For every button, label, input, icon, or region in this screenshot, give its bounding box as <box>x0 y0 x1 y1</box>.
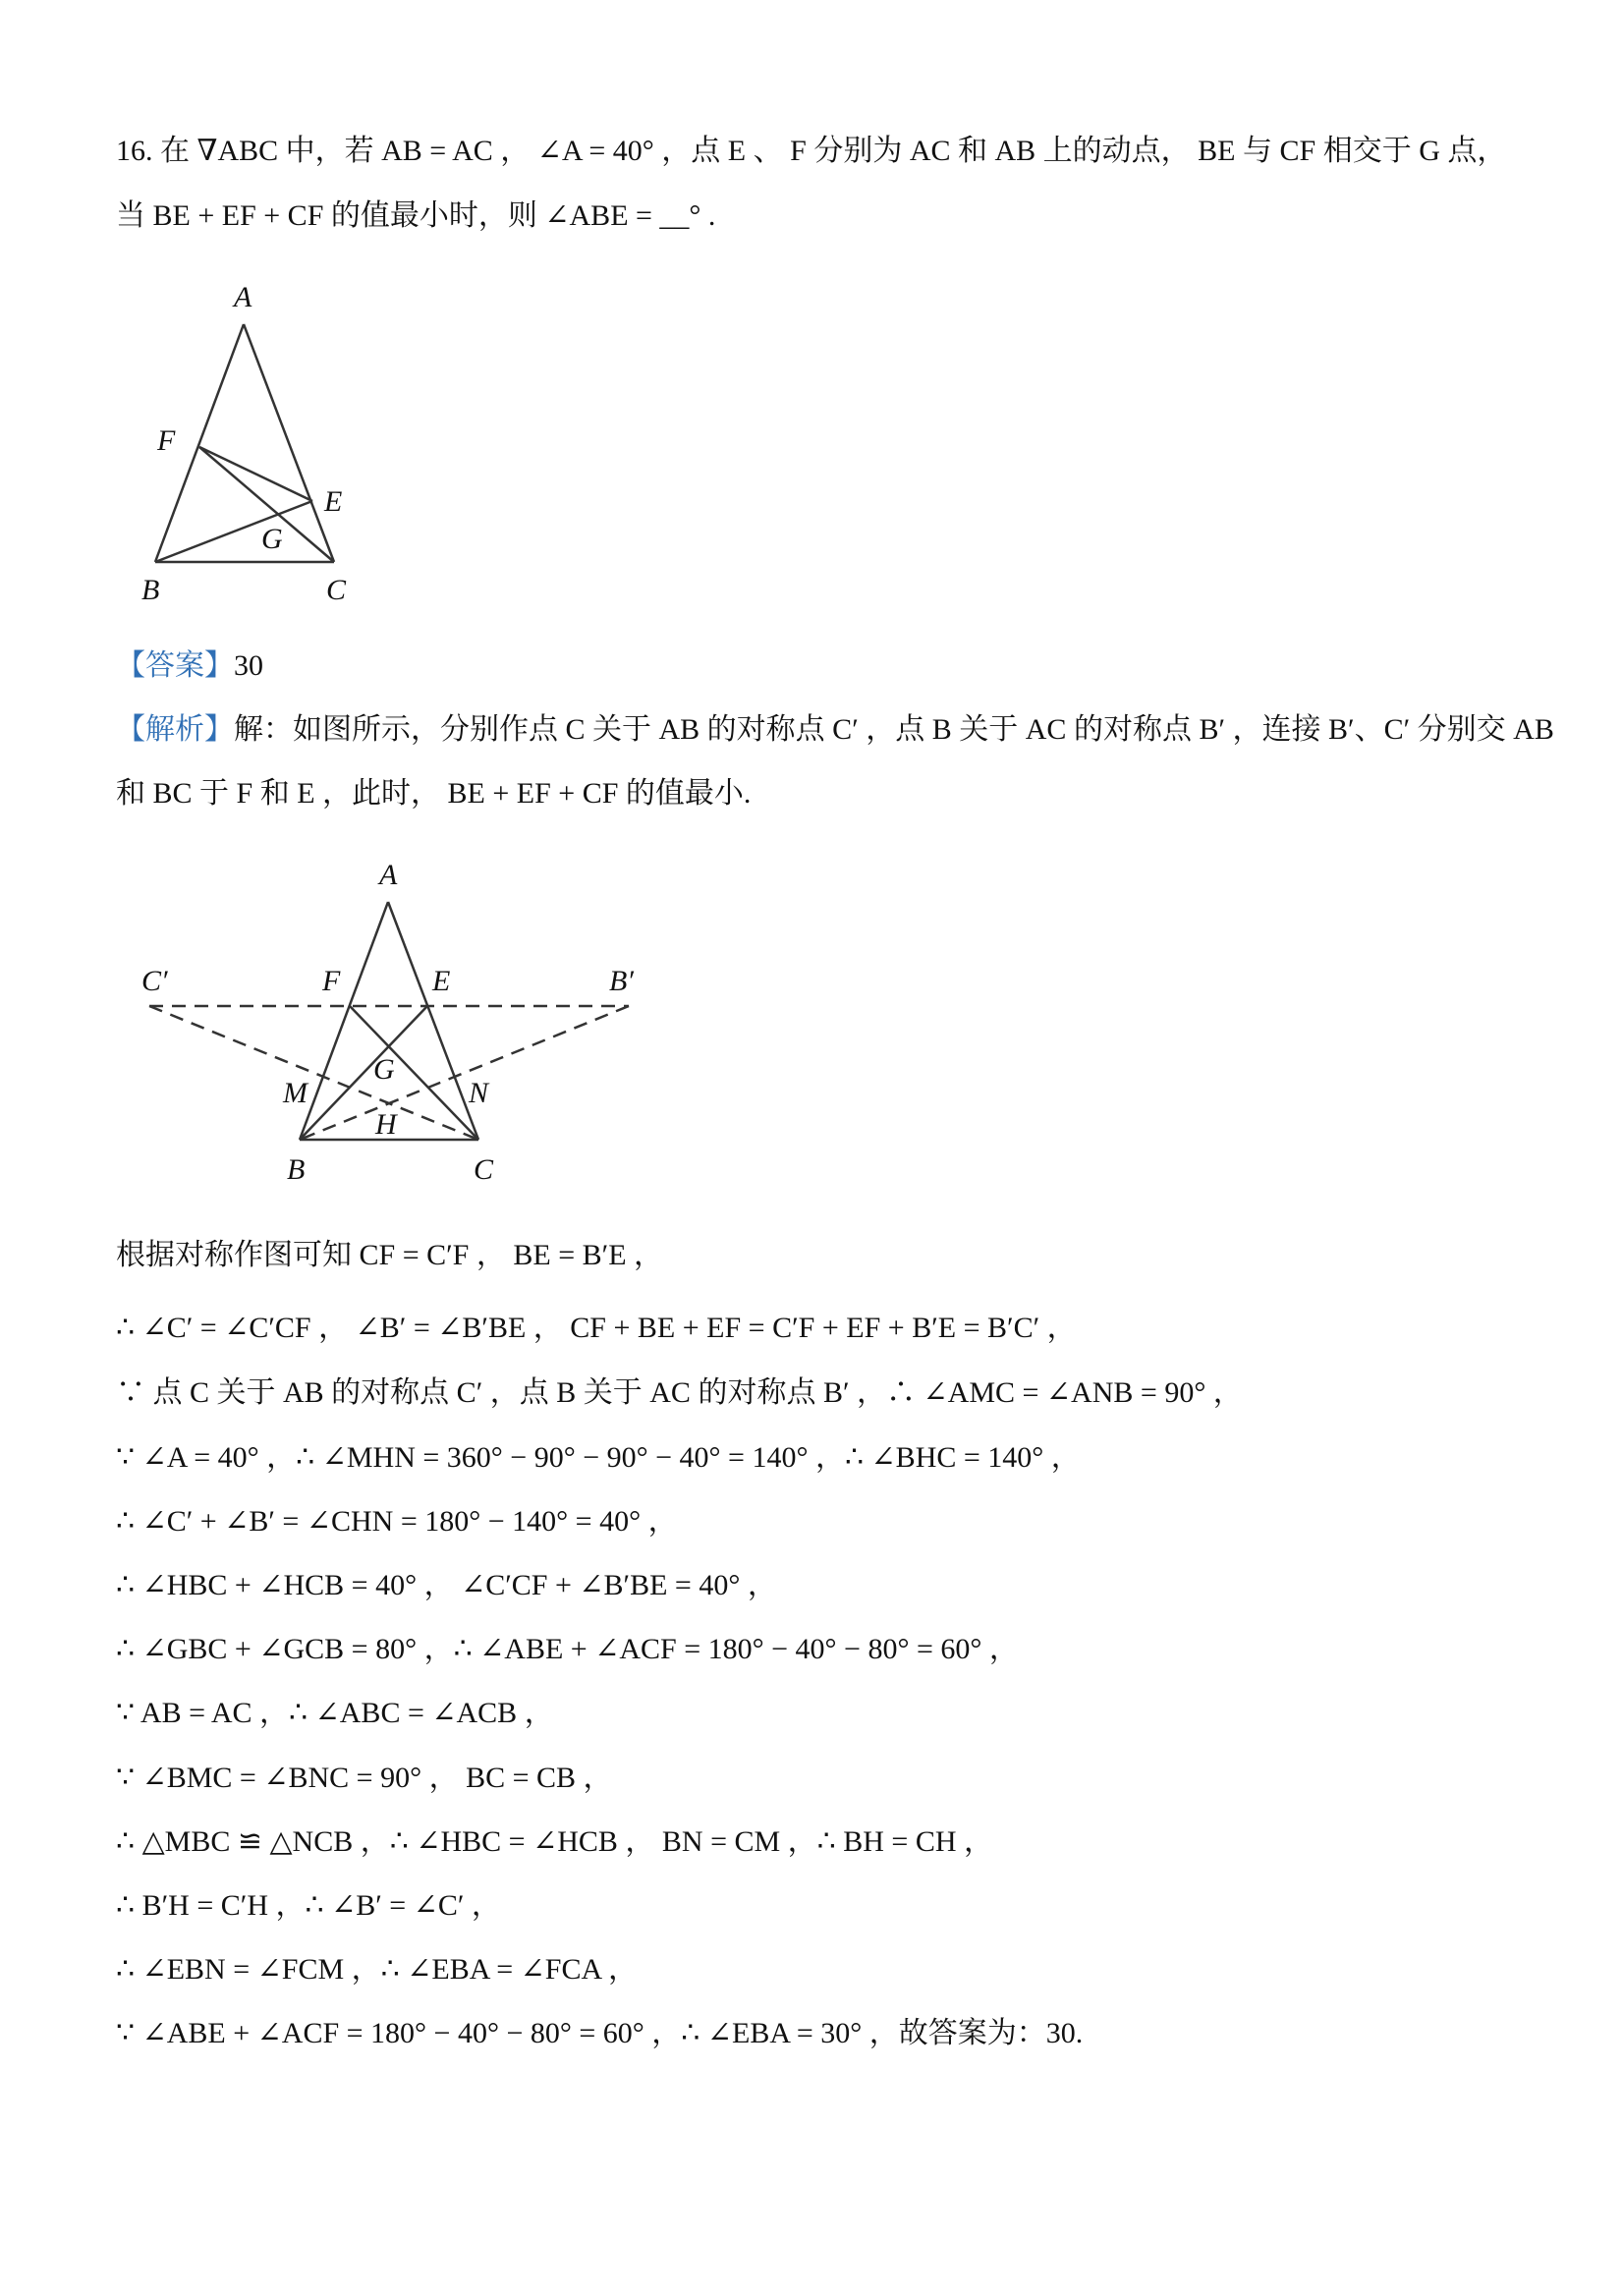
answer-tag: 【答案】 <box>116 649 234 682</box>
answer-line <box>116 646 263 686</box>
solution-line-11: ∴ B′H = C′H ，∴ ∠B′ = ∠C′ ， <box>116 1889 501 1922</box>
label-g-2: G <box>373 1053 395 1086</box>
figure-triangle-abc <box>128 275 413 609</box>
segment-be <box>155 501 312 562</box>
dashed-bprime-b <box>300 1006 629 1140</box>
label-n: N <box>469 1077 489 1109</box>
solution-line-3: ∵ 点 C 关于 AB 的对称点 C′ ，点 B 关于 AC 的对称点 B′ ，∴ ∠AMC = ∠ANB = 90° ， <box>116 1376 1243 1409</box>
question-line-1: 16. 在 ∇ABC 中，若 AB = AC ， ∠A = 40° ，点 E 、 F 分别为 AC 和 AB 上的动点， BE 与 CF 相交于 G 点， <box>116 135 1507 167</box>
label-e: E <box>324 485 343 518</box>
analysis-text-1: 解：如图所示，分别作点 C 关于 AB 的对称点 C′ ，点 B 关于 AC 的对称点 B′ ，连接 B′、C′ 分别交 AB <box>234 713 1554 746</box>
solution-line-5: ∴ ∠C′ + ∠B′ = ∠CHN = 180° − 140° = 40° ， <box>116 1505 678 1538</box>
solution-line-8: ∵ AB = AC ，∴ ∠ABC = ∠ACB ， <box>116 1697 554 1729</box>
solution-line-1: 根据对称作图可知 CF = C′F ， BE = B′E ， <box>116 1239 664 1271</box>
label-b-2: B <box>287 1153 306 1186</box>
side-ab-2 <box>300 902 388 1140</box>
label-a: A <box>234 281 252 313</box>
solution-line-13: ∵ ∠ABE + ∠ACF = 180° − 40° − 80° = 60° ，∴ ∠EBA = 30° ，故答案为：30. <box>116 2017 1084 2049</box>
segment-cf-2 <box>350 1006 478 1140</box>
label-g: G <box>261 523 283 555</box>
analysis-line-1 <box>116 710 1554 750</box>
label-m: M <box>283 1077 308 1109</box>
segment-ef <box>199 447 312 501</box>
label-c-2: C <box>474 1153 494 1186</box>
label-bprime: B′ <box>609 965 634 997</box>
solution-line-2: ∴ ∠C′ = ∠C′CF ， ∠B′ = ∠B′BE ， CF + BE + EF = C′F + EF + B′E = B′C′ ， <box>116 1312 1077 1344</box>
label-f: F <box>157 424 176 457</box>
label-a-2: A <box>379 859 398 891</box>
analysis-line-2: 和 BC 于 F 和 E ，此时， BE + EF + CF 的值最小. <box>116 777 752 810</box>
figure-symmetry-construction <box>128 855 658 1189</box>
analysis-tag: 【解析】 <box>116 713 234 746</box>
label-e-2: E <box>432 965 451 997</box>
side-ac <box>244 324 334 562</box>
segment-be-2 <box>300 1006 427 1140</box>
solution-line-12: ∴ ∠EBN = ∠FCM ，∴ ∠EBA = ∠FCA ， <box>116 1953 638 1986</box>
answer-value: 30 <box>234 649 263 682</box>
solution-line-6: ∴ ∠HBC + ∠HCB = 40° ， ∠C′CF + ∠B′BE = 40° ， <box>116 1569 777 1601</box>
label-c: C <box>326 574 347 606</box>
label-b: B <box>141 574 160 606</box>
label-cprime: C′ <box>141 965 168 997</box>
solution-line-7: ∴ ∠GBC + ∠GCB = 80° ，∴ ∠ABE + ∠ACF = 180° − 40° − 80° = 60° ， <box>116 1633 1019 1665</box>
label-h: H <box>375 1108 397 1141</box>
label-f-2: F <box>322 965 341 997</box>
side-ac-2 <box>388 902 478 1140</box>
solution-line-4: ∵ ∠A = 40° ，∴ ∠MHN = 360° − 90° − 90° − 40° = 140° ，∴ ∠BHC = 140° ， <box>116 1441 1081 1474</box>
solution-line-9: ∵ ∠BMC = ∠BNC = 90° ， BC = CB ， <box>116 1762 613 1794</box>
question-line-2: 当 BE + EF + CF 的值最小时，则 ∠ABE = __° . <box>116 199 716 232</box>
solution-line-10: ∴ △MBC ≌ △NCB ，∴ ∠HBC = ∠HCB ， BN = CM ，∴ BH = CH ， <box>116 1825 994 1858</box>
dashed-cprime-c <box>149 1006 478 1140</box>
